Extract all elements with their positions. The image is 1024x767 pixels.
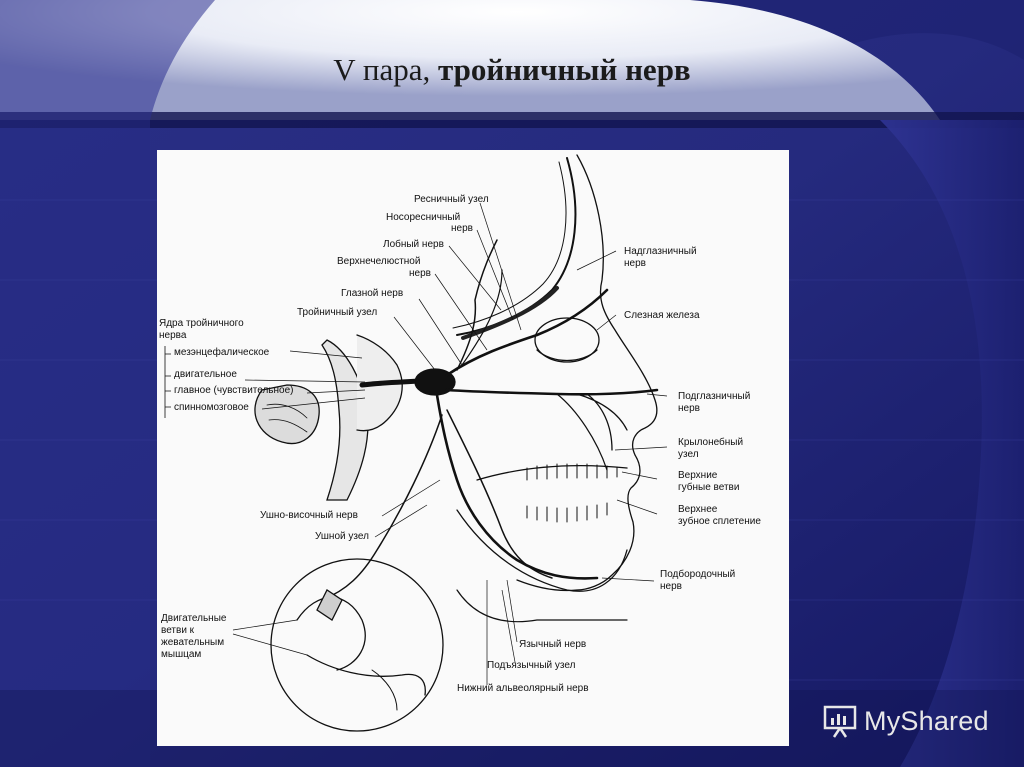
label-dvigatelnoe: двигательное <box>174 369 237 380</box>
label-verkhnee-zub-1: Верхнее <box>678 504 718 515</box>
label-sleznaya: Слезная железа <box>624 310 700 321</box>
head-profile-outline <box>517 155 657 591</box>
myshared-watermark <box>822 701 989 741</box>
lower-teeth <box>527 503 607 522</box>
label-dvig-vetvi-3: жевательным <box>161 637 225 648</box>
label-nosoresnichny-1: Носоресничный <box>386 212 461 223</box>
label-ushnoy-uzel: Ушной узел <box>315 531 369 542</box>
label-resnichny-uzel: Ресничный узел <box>414 194 489 205</box>
slide-title-bold: тройничный нерв <box>437 52 691 87</box>
label-nadglazn-2: нерв <box>624 258 646 269</box>
label-podyazychny: Подъязычный узел <box>487 660 576 671</box>
label-nizhny-alv: Нижний альвеолярный нерв <box>457 683 589 694</box>
label-podglazn-1: Подглазничный <box>678 391 751 402</box>
watermark-text: MyShared <box>864 705 989 736</box>
inset-circle <box>271 559 443 731</box>
label-yadra-1: Ядра тройничного <box>159 318 244 329</box>
label-podborod-1: Подбородочный <box>660 569 736 580</box>
label-verkhnie-gub-1: Верхние <box>678 470 718 481</box>
lower-jaw <box>457 510 627 591</box>
label-dvig-vetvi-1: Двигательные <box>161 613 227 624</box>
label-podborod-2: нерв <box>660 581 682 592</box>
label-troynichny-uzel: Тройничный узел <box>297 307 378 318</box>
skull-band-inner <box>453 162 566 328</box>
label-glavnoe: главное (чувствительное) <box>174 385 294 396</box>
label-verkhnie-gub-2: губные ветви <box>678 482 740 493</box>
label-verkhnee-zub-2: зубное сплетение <box>678 516 761 527</box>
label-verkhnechelyust-2: нерв <box>409 268 431 279</box>
label-ushno-visochny: Ушно-височный нерв <box>260 510 358 521</box>
diagram-panel <box>157 150 789 746</box>
label-mezencef: мезэнцефалическое <box>174 347 270 358</box>
label-dvig-vetvi-2: ветви к <box>161 625 195 636</box>
upper-jaw <box>477 466 627 480</box>
label-glaznoy: Глазной нерв <box>341 288 404 299</box>
label-krylonebny-2: узел <box>678 449 699 460</box>
trigeminal-nerve-diagram <box>157 150 789 746</box>
label-nadglazn-1: Надглазничный <box>624 246 697 257</box>
label-verkhnechelyust-1: Верхнечелюстной <box>337 256 421 267</box>
label-krylonebny-1: Крылонебный <box>678 437 744 448</box>
label-nosoresnichny-2: нерв <box>451 223 473 234</box>
slide-title-regular: V пара, <box>333 52 438 87</box>
presentation-icon <box>822 703 858 739</box>
slide-title <box>0 52 1024 88</box>
label-dvig-vetvi-4: мышцам <box>161 649 202 660</box>
label-yadra-2: нерва <box>159 330 187 341</box>
label-spinnomozg: спинномозговое <box>174 402 249 413</box>
label-yazychny: Язычный нерв <box>519 639 587 650</box>
label-lobny: Лобный нерв <box>383 239 444 250</box>
label-podglazn-2: нерв <box>678 403 700 414</box>
